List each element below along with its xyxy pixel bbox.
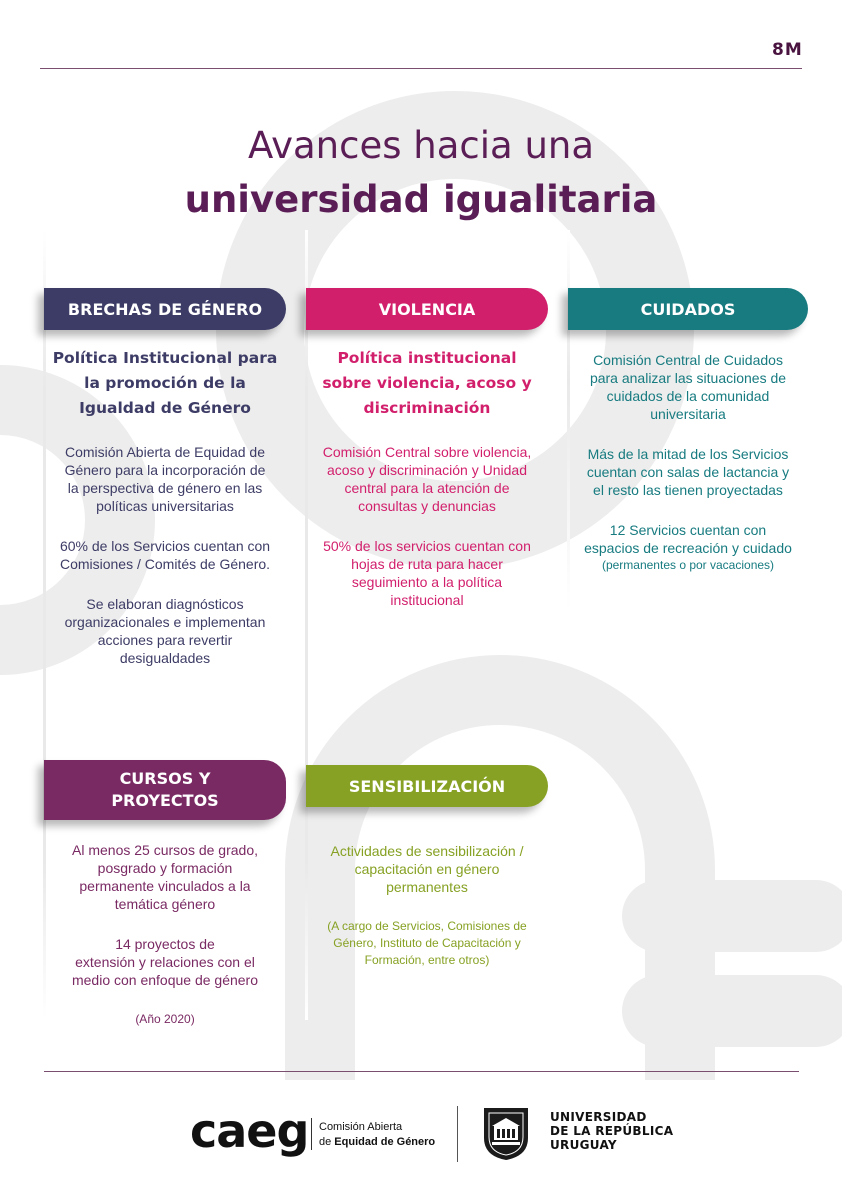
violencia-highlight-line: sobre violencia, acoso y — [322, 374, 532, 392]
text-line: universitaria — [650, 406, 726, 422]
page-title-line2: universidad igualitaria — [184, 178, 658, 221]
text-line: temática género — [114, 896, 216, 912]
text-line: para analizar las situaciones de — [589, 370, 787, 386]
watermark-block-2 — [622, 975, 842, 1047]
heading-sensibilizacion-label: SENSIBILIZACIÓN — [348, 776, 506, 796]
sensibilizacion-content — [306, 842, 548, 969]
text-line: permanente vinculados a la — [79, 878, 251, 894]
caeg-logo-subtitle — [319, 1120, 435, 1150]
text-line: Género para la incorporación de — [64, 462, 266, 478]
bottom-divider — [44, 1071, 799, 1072]
footer-separator — [457, 1106, 458, 1162]
text-line: 50% de los servicios cuentan con — [323, 538, 531, 554]
top-divider — [40, 68, 802, 69]
udelar-seal-icon — [480, 1104, 532, 1162]
text-line: espacios de recreación y cuidado — [584, 540, 792, 556]
text-line: el resto las tienen proyectadas — [593, 482, 783, 498]
text-line: Comisiones / Comités de Género. — [59, 556, 271, 572]
page-title-line1: Avances hacia una — [247, 124, 595, 167]
cuidados-note: (permanentes o por vacaciones) — [601, 558, 775, 572]
text-line: acciones para revertir — [97, 632, 233, 648]
watermark-block-1 — [622, 880, 842, 952]
date-tag: 8M — [772, 40, 803, 60]
violencia-content — [306, 346, 548, 609]
cursos-content — [44, 841, 286, 1028]
text-line: seguimiento a la política — [351, 574, 503, 590]
text-line: Se elaboran diagnósticos — [86, 596, 244, 612]
caeg-logo-wordmark: caeg — [190, 1104, 309, 1158]
section-heading-violencia — [306, 288, 548, 330]
text-line: Comisión Abierta de Equidad de — [64, 444, 266, 460]
violencia-highlight-line: discriminación — [363, 399, 491, 417]
cuidados-paragraph-2 — [568, 445, 808, 499]
text-line: Comisión Central sobre violencia, — [322, 444, 532, 460]
violencia-highlight — [306, 346, 548, 421]
brechas-paragraph-1 — [44, 443, 286, 515]
text-line: medio con enfoque de género — [71, 972, 259, 988]
heading-brechas-label: BRECHAS DE GÉNERO — [67, 299, 263, 319]
heading-violencia-label: VIOLENCIA — [378, 299, 476, 319]
brechas-highlight-line: la promoción de la — [84, 374, 246, 392]
text-line: Al menos 25 cursos de grado, — [72, 842, 258, 858]
text-line: 60% de los Servicios cuentan con — [59, 538, 271, 554]
brechas-paragraph-2 — [44, 537, 286, 573]
text-line: la perspectiva de género en las — [67, 480, 263, 496]
caeg-subtitle-line2 — [319, 1135, 435, 1150]
text-line: capacitación en género — [354, 861, 500, 877]
cuidados-paragraph-1 — [568, 351, 808, 423]
caeg-subtitle-bold: Equidad de Género — [334, 1136, 436, 1148]
text-line: Formación, entre otros) — [364, 953, 490, 967]
brechas-highlight-line: Igualdad de Género — [79, 399, 251, 417]
udelar-logo-text — [550, 1110, 673, 1152]
cuidados-paragraph-3 — [568, 521, 808, 574]
violencia-paragraph-2 — [306, 537, 548, 609]
sensibilizacion-note — [306, 918, 548, 969]
sensibilizacion-paragraph-1 — [306, 842, 548, 896]
section-heading-sensibilizacion — [306, 765, 548, 807]
text-line: posgrado y formación — [97, 860, 233, 876]
text-line: Más de la mitad de los Servicios — [587, 446, 789, 462]
text-line: extensión y relaciones con el — [75, 954, 255, 970]
text-line: hojas de ruta para hacer — [351, 556, 503, 572]
violencia-paragraph-1 — [306, 443, 548, 515]
brechas-highlight — [44, 346, 286, 421]
brechas-highlight-line: Política Institucional para — [52, 349, 278, 367]
section-heading-brechas — [44, 288, 286, 330]
text-line: Comisión Central de Cuidados — [593, 352, 783, 368]
text-line: desigualdades — [119, 650, 211, 666]
brechas-paragraph-3 — [44, 595, 286, 667]
brechas-content — [44, 346, 286, 667]
cursos-note: (Año 2020) — [135, 1012, 195, 1026]
udelar-line: UNIVERSIDAD — [550, 1110, 647, 1124]
caeg-subtitle-prefix: de — [319, 1136, 335, 1148]
text-line: (A cargo de Servicios, Comisiones de — [327, 919, 527, 933]
caeg-logo-divider — [311, 1118, 312, 1150]
section-heading-cuidados — [568, 288, 808, 330]
text-line: Actividades de sensibilización / — [330, 843, 524, 859]
section-heading-cursos — [44, 760, 286, 820]
text-line: consultas y denuncias — [358, 498, 496, 514]
heading-cursos-line: CURSOS Y — [119, 769, 211, 788]
caeg-subtitle-line1: Comisión Abierta — [319, 1121, 403, 1133]
heading-cursos-label — [111, 768, 218, 812]
udelar-line: URUGUAY — [550, 1138, 617, 1152]
udelar-line: DE LA REPÚBLICA — [550, 1124, 674, 1138]
text-line: 14 proyectos de — [115, 936, 215, 952]
heading-cursos-line: PROYECTOS — [111, 791, 219, 810]
text-line: Género, Instituto de Capacitación y — [333, 936, 521, 950]
text-line: 12 Servicios cuentan con — [609, 522, 767, 538]
text-line: cuentan con salas de lactancia y — [586, 464, 790, 480]
cuidados-content — [568, 351, 808, 574]
cursos-paragraph-2 — [44, 935, 286, 989]
text-line: organizacionales e implementan — [64, 614, 266, 630]
violencia-highlight-line: Política institucional — [337, 349, 517, 367]
text-line: cuidados de la comunidad — [606, 388, 770, 404]
heading-cuidados-label: CUIDADOS — [640, 299, 736, 319]
text-line: acoso y discriminación y Unidad — [327, 462, 527, 478]
text-line: permanentes — [386, 879, 468, 895]
text-line: políticas universitarias — [96, 498, 234, 514]
text-line: central para la atención de — [344, 480, 510, 496]
text-line: institucional — [390, 592, 464, 608]
cursos-paragraph-1 — [44, 841, 286, 913]
